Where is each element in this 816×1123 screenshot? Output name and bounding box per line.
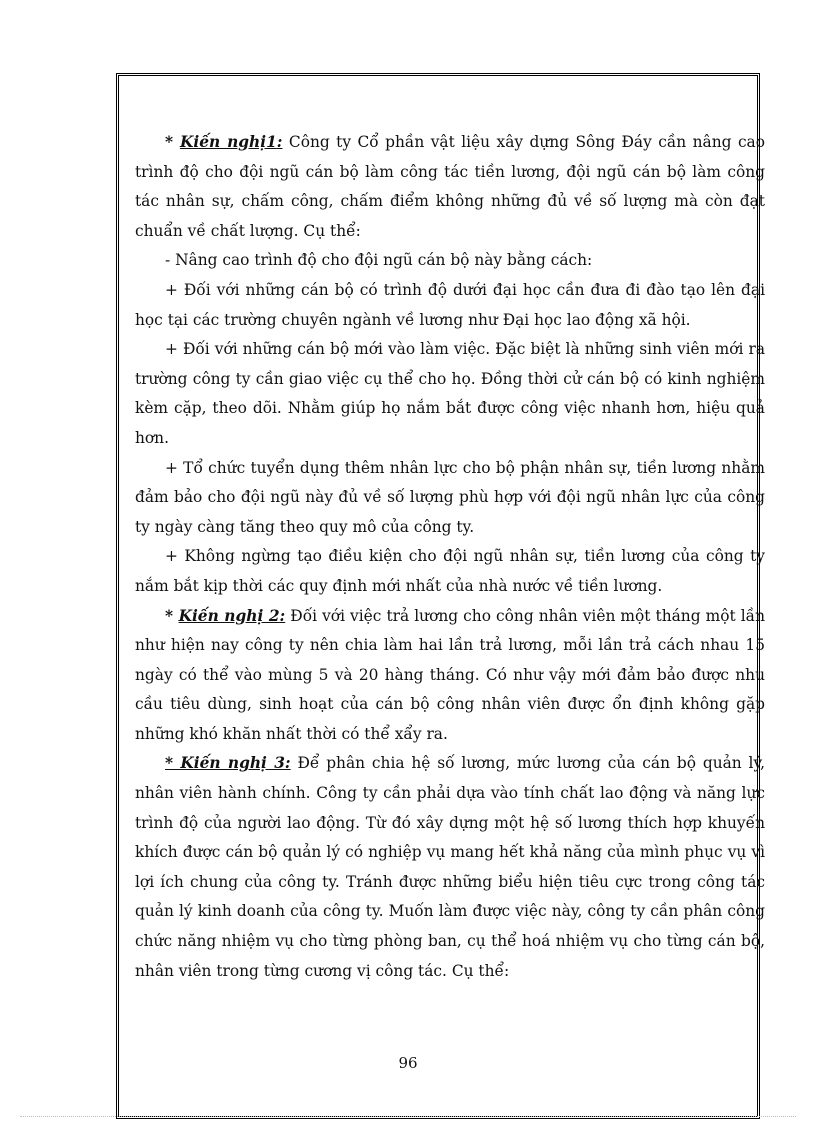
page-number: 96	[398, 1054, 418, 1072]
paragraph-recruitment: + Tổ chức tuyển dụng thêm nhân lực cho bộ phận nhân sự, tiền lương nhằm đảm bảo cho đội ngũ này đủ về số lượng phù hợp với đội ngũ nhân lực của công ty ngày càng tăng theo quy mô của công ty.	[135, 458, 765, 536]
paragraph-recommendation-2	[135, 602, 765, 750]
recommendation-2-text: Đối với việc trả lương cho công nhân viên một tháng một lần như hiện nay công ty nên chia làm hai lần trả lương, mỗi lần trả cách nhau 15 ngày có thể vào mùng 5 và 20 hàng tháng. Có như vậy mới đảm bảo được nhu cầu tiêu dùng, sinh hoạt của cán bộ công nhân viên được ổn định không gặp những khó khăn nhất thời có thể xẩy ra.	[135, 606, 765, 743]
recommendation-1-label: Kiến nghị1	[179, 133, 277, 151]
recommendation-1-colon: :	[276, 133, 283, 151]
recommendation-3-text: Để phân chia hệ số lương, mức lương của cán bộ quản lý, nhân viên hành chính. Công ty cần phải dựa vào tính chất lao động và năng lực trình độ của người lao động. Từ đó xây dựng một hệ số lương thích hợp khuyến khích được cán bộ quản lý có nghiệp vụ mang hết khả năng của mình phục vụ vì lợi ích chung của công ty. Tránh được những biểu hiện tiêu cực trong công tác quản lý kinh doanh của công ty. Muốn làm được việc này, công ty cần phân công chức năng nhiệm vụ cho từng phòng ban, cụ thể hoá nhiệm vụ cho từng cán bộ, nhân viên trong từng cương vị công tác. Cụ thể:	[135, 754, 766, 980]
recommendation-3-label: * Kiến nghị 3	[165, 754, 285, 773]
bottom-dotted-rule	[20, 1116, 796, 1117]
paragraph-improve-qualification: - Nâng cao trình độ cho đội ngũ cán bộ này bằng cách:	[165, 251, 593, 270]
recommendation-1-bullet: *	[165, 133, 180, 151]
document-body	[135, 128, 765, 986]
paragraph-recommendation-1	[135, 128, 765, 246]
paragraph-new-staff: + Đối với những cán bộ mới vào làm việc. Đặc biệt là những sinh viên mới ra trường công ty cần giao việc cụ thể cho họ. Đồng thời cử cán bộ có kinh nghiệm kèm cặp, theo dõi. Nhằm giúp họ nắm bắt được công việc nhanh hơn, hiệu quả hơn.	[135, 340, 765, 447]
recommendation-3-colon: :	[284, 754, 291, 773]
recommendation-2-bullet: *	[165, 606, 179, 625]
paragraph-regulation-updates: + Không ngừng tạo điều kiện cho đội ngũ nhân sự, tiền lương của công ty nắm bắt kịp thời các quy định mới nhất của nhà nước về tiền lương.	[135, 547, 765, 595]
recommendation-1-text: Công ty Cổ phần vật liệu xây dựng Sông Đáy cần nâng cao trình độ cho đội ngũ cán bộ làm công tác tiền lương, đội ngũ cán bộ làm công tác nhân sự, chấm công, chấm điểm không những đủ về số lượng mà còn đạt chuẩn về chất lượng. Cụ thể:	[135, 133, 766, 240]
recommendation-2-label: Kiến nghị 2	[178, 606, 280, 625]
paragraph-university-training: + Đối với những cán bộ có trình độ dưới đại học cần đưa đi đào tạo lên đại học tại các trường chuyên ngành về lương như Đại học lao động xã hội.	[135, 280, 765, 329]
recommendation-2-colon: :	[279, 606, 286, 625]
paragraph-recommendation-3	[135, 749, 765, 986]
